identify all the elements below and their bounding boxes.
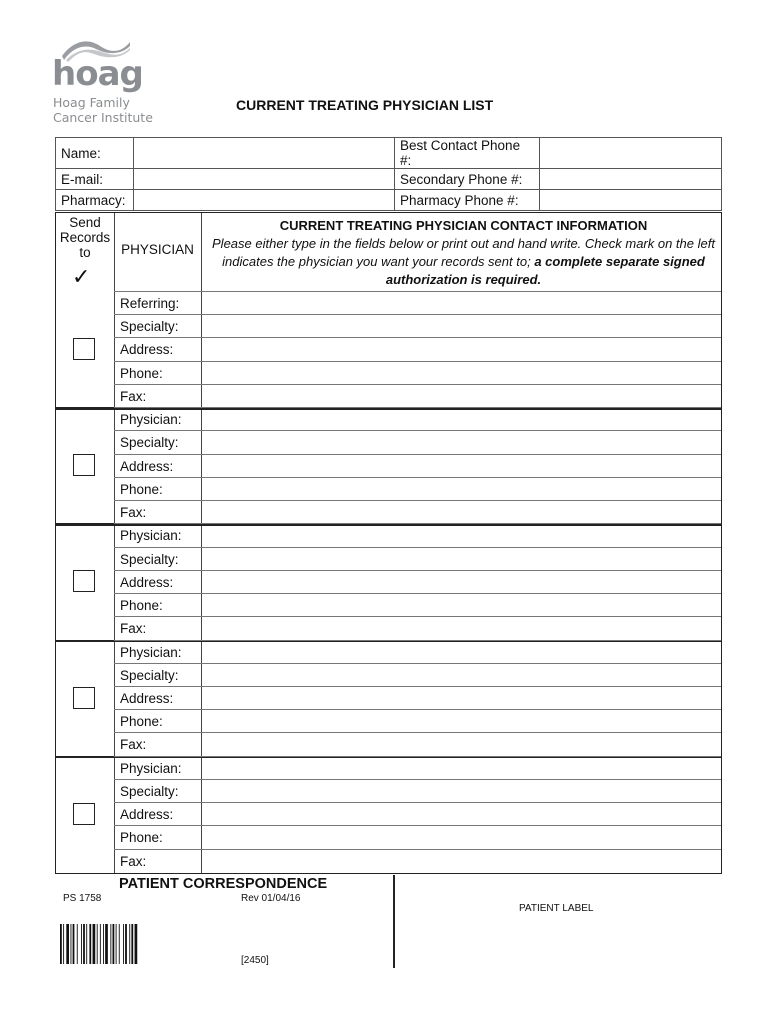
field-label: Address: — [120, 574, 174, 590]
contact-field-row[interactable] — [114, 686, 721, 709]
pharmacy-phone-field[interactable] — [540, 190, 722, 211]
email-field[interactable] — [134, 169, 395, 190]
contact-field-row[interactable] — [114, 291, 721, 314]
field-label: Specialty: — [120, 319, 179, 335]
barcode-bar — [66, 924, 69, 964]
field-label: Specialty: — [120, 551, 179, 567]
physician-group — [56, 640, 721, 757]
contact-field-row[interactable] — [114, 570, 721, 593]
contact-field-row[interactable] — [114, 849, 721, 872]
field-label: Physician: — [120, 412, 182, 428]
field-label: Address: — [120, 342, 174, 358]
contact-field-row[interactable] — [114, 547, 721, 570]
barcode-bar — [119, 924, 120, 964]
page-title: CURRENT TREATING PHYSICIAN LIST — [236, 97, 494, 113]
send-records-checkbox[interactable] — [73, 570, 95, 592]
best-contact-phone-field[interactable] — [540, 138, 722, 169]
barcode-bar — [103, 924, 104, 964]
contact-field-row[interactable] — [114, 709, 721, 732]
pharmacy-label: Pharmacy: — [56, 190, 134, 211]
field-label: Address: — [120, 690, 174, 706]
send-records-header: Send Records to — [59, 215, 111, 260]
contact-field-row[interactable] — [114, 407, 721, 430]
barcode-bar — [110, 924, 111, 964]
form-id: PS 1758 — [63, 893, 102, 904]
send-records-checkbox[interactable] — [73, 687, 95, 709]
barcode-bar — [131, 924, 133, 964]
name-label: Name: — [56, 138, 134, 169]
contact-info-instructions: Please either type in the fields below or print out and hand write. Check mark on the left indicates the physician you want your records sent to; — [212, 236, 715, 269]
table-row — [56, 138, 722, 169]
physician-group — [56, 523, 721, 640]
contact-field-row[interactable] — [114, 477, 721, 500]
barcode-bar — [105, 924, 108, 964]
checkmark-icon: ✓ — [72, 265, 91, 290]
barcode-bar — [125, 924, 127, 964]
field-label: Physician: — [120, 644, 182, 660]
contact-info-title: CURRENT TREATING PHYSICIAN CONTACT INFORMATION — [279, 218, 648, 233]
field-label: Fax: — [120, 853, 147, 869]
barcode-bar — [73, 924, 75, 964]
field-label: Phone: — [120, 365, 163, 381]
physician-header: PHYSICIAN — [121, 242, 194, 257]
physician-grid — [55, 212, 722, 874]
patient-label-area: PATIENT LABEL — [519, 903, 594, 914]
send-records-checkbox[interactable] — [73, 454, 95, 476]
field-label: Physician: — [120, 528, 182, 544]
contact-field-row[interactable] — [114, 430, 721, 453]
hoag-logo — [52, 36, 172, 126]
logo-line-1: Hoag Family — [53, 95, 130, 110]
field-label: Fax: — [120, 737, 147, 753]
contact-field-row[interactable] — [114, 337, 721, 360]
contact-info-header — [211, 217, 716, 289]
barcode-bar — [83, 924, 85, 964]
form-code: [2450] — [241, 955, 269, 966]
contact-field-row[interactable] — [114, 802, 721, 825]
email-label: E-mail: — [56, 169, 134, 190]
physician-group — [56, 407, 721, 524]
field-label: Phone: — [120, 597, 163, 613]
contact-field-row[interactable] — [114, 663, 721, 686]
barcode-bar — [116, 924, 117, 964]
physician-group — [56, 756, 721, 873]
field-label: Physician: — [120, 760, 182, 776]
contact-field-row[interactable] — [114, 523, 721, 546]
barcode-bar — [81, 924, 82, 964]
barcode-bar — [135, 924, 138, 964]
footer-divider — [393, 875, 395, 968]
barcode-bar — [129, 924, 130, 964]
barcode-bar — [63, 924, 64, 964]
logo-subtitle — [53, 95, 153, 125]
contact-field-row[interactable] — [114, 616, 721, 639]
barcode-bar — [60, 924, 62, 964]
barcode-bar — [123, 924, 124, 964]
table-row — [56, 190, 722, 211]
contact-field-row[interactable] — [114, 732, 721, 755]
barcode-bar — [97, 924, 98, 964]
field-label: Address: — [120, 458, 174, 474]
barcode-bar — [113, 924, 115, 964]
pharmacy-phone-label: Pharmacy Phone #: — [395, 190, 540, 211]
barcode-bar — [77, 924, 78, 964]
field-label: Phone: — [120, 481, 163, 497]
contact-field-row[interactable] — [114, 825, 721, 848]
name-field[interactable] — [134, 138, 395, 169]
send-records-checkbox[interactable] — [73, 803, 95, 825]
barcode-bar — [93, 924, 96, 964]
field-label: Fax: — [120, 621, 147, 637]
table-row — [56, 169, 722, 190]
field-label: Specialty: — [120, 783, 179, 799]
logo-wordmark: hoag — [52, 54, 143, 94]
pharmacy-field[interactable] — [134, 190, 395, 211]
contact-field-row[interactable] — [114, 454, 721, 477]
field-label: Phone: — [120, 830, 163, 846]
barcode-icon — [60, 924, 160, 964]
barcode-bar — [71, 924, 72, 964]
secondary-phone-field[interactable] — [540, 169, 722, 190]
physician-group — [56, 291, 721, 408]
field-label: Phone: — [120, 714, 163, 730]
field-label: Address: — [120, 807, 174, 823]
contact-field-row[interactable] — [114, 314, 721, 337]
field-label: Fax: — [120, 504, 147, 520]
field-label: Referring: — [120, 296, 180, 311]
field-label: Fax: — [120, 388, 147, 404]
revision-date: Rev 01/04/16 — [241, 893, 301, 904]
contact-field-row[interactable] — [114, 779, 721, 802]
contact-field-row[interactable] — [114, 384, 721, 407]
best-contact-phone-label: Best Contact Phone #: — [395, 138, 540, 169]
patient-info-table — [55, 137, 722, 211]
barcode-bar — [100, 924, 101, 964]
contact-field-row[interactable] — [114, 640, 721, 663]
footer-title: PATIENT CORRESPONDENCE — [119, 876, 328, 892]
contact-field-row[interactable] — [114, 500, 721, 523]
contact-field-row[interactable] — [114, 756, 721, 779]
field-label: Specialty: — [120, 435, 179, 451]
contact-field-row[interactable] — [114, 361, 721, 384]
secondary-phone-label: Secondary Phone #: — [395, 169, 540, 190]
contact-info-requirement: a complete separate signed authorization is required. — [385, 254, 705, 287]
field-label: Specialty: — [120, 667, 179, 683]
logo-line-2: Cancer Institute — [53, 110, 153, 125]
barcode-bar — [89, 924, 91, 964]
send-records-checkbox[interactable] — [73, 338, 95, 360]
contact-field-row[interactable] — [114, 593, 721, 616]
barcode-bar — [86, 924, 87, 964]
